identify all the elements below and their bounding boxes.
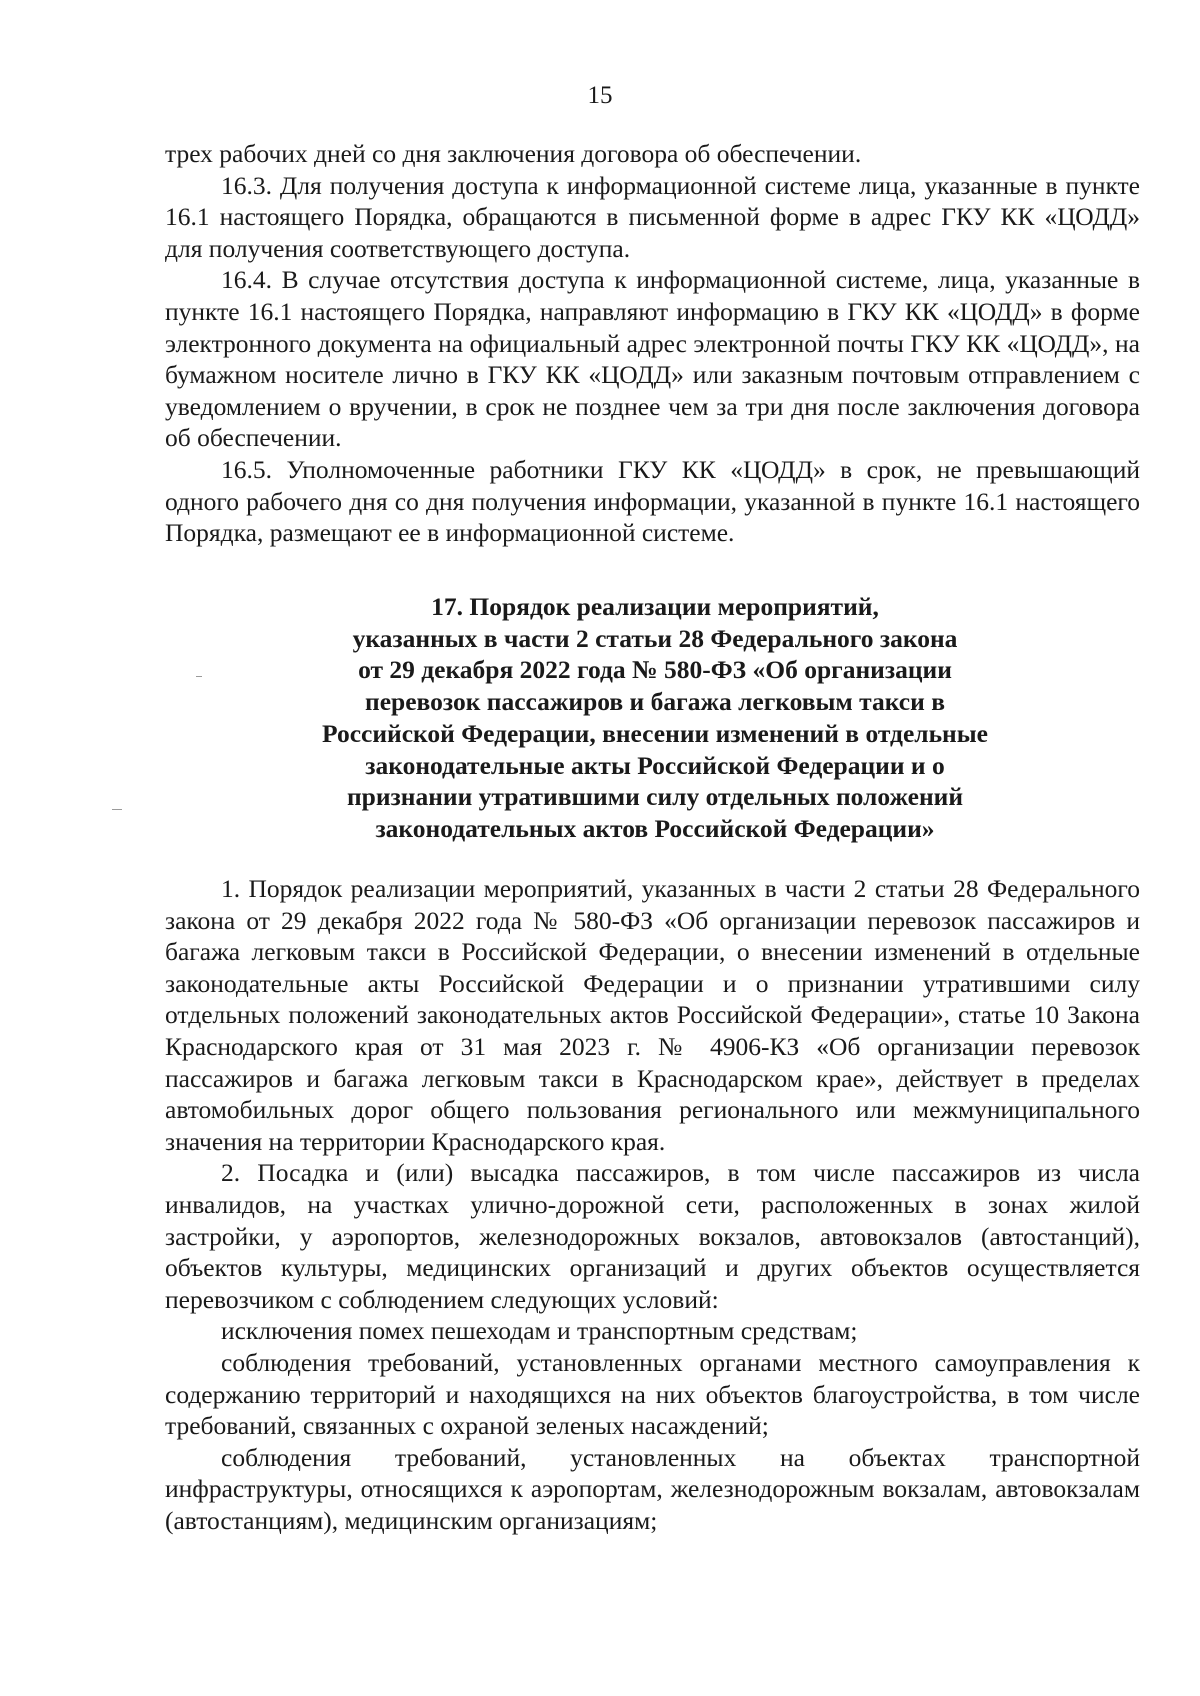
top-text-block [165, 138, 1140, 549]
heading-line: перевозок пассажиров и багажа легковым такси в [365, 687, 945, 717]
paragraph-16-4: 16.4. В случае отсутствия доступа к информационной системе, лица, указанные в пункте 16.1 настоящего Порядка, направляют информацию в ГКУ КК «ЦОДД» в форме электронного документа на официальный адрес электронной почты ГКУ КК «ЦОДД», на бумажном носителе лично в ГКУ КК «ЦОДД» или заказным почтовым отправлением с уведомлением о вручении, в срок не позднее чем за три дня после заключения договора об обеспечении. [165, 265, 1140, 453]
page-number: 15 [587, 82, 613, 109]
list-item-condition-3: соблюдения требований, установленных на объектах транспортной инфраструктуры, относящихся к аэропортам, железнодорожным вокзалам, автовокзалам (автостанциям), медицинским организациям; [165, 1442, 1140, 1535]
scan-speck [196, 676, 202, 677]
section-17-heading [230, 591, 1080, 845]
heading-line: указанных в части 2 статьи 28 Федерального закона [352, 623, 958, 653]
paragraph-16-3: 16.3. Для получения доступа к информационной системе лица, указанные в пункте 16.1 настоящего Порядка, обращаются в письменной форме в адрес ГКУ КК «ЦОДД» для получения соответствующего доступа. [165, 170, 1140, 263]
heading-line: 17. Порядок реализации мероприятий, [431, 592, 879, 621]
heading-line: законодательных актов Российской Федерации» [375, 813, 935, 843]
heading-line: от 29 декабря 2022 года № 580-ФЗ «Об организации [358, 655, 952, 685]
paragraph-17-2: 2. Посадка и (или) высадка пассажиров, в том числе пассажиров из числа инвалидов, на участках улично-дорожной сети, расположенных в зонах жилой застройки, у аэропортов, железнодорожных вокзалов, автовокзалов (автостанций), объектов культуры, медицинских организаций и других объектов осуществляется перевозчиком с соблюдением следующих условий: [165, 1158, 1140, 1314]
paragraph-17-1: 1. Порядок реализации мероприятий, указанных в части 2 статьи 28 Федерального закона от 29 декабря 2022 года № 580-ФЗ «Об организации перевозок пассажиров и багажа легковым такси в Российской Федерации, о внесении изменений в отдельные законодательные акты Российской Федерации и о признании утратившими силу отдельных положений законодательных актов Российской Федерации», статье 10 Закона Краснодарского края от 31 мая 2023 г. № 4906-КЗ «Об организации перевозок пассажиров и багажа легковым такси в Краснодарском крае», действует в пределах автомобильных дорог общего пользования регионального или межмуниципального значения на территории Краснодарского края. [165, 874, 1140, 1156]
heading-line: Российской Федерации, внесении изменений в отдельные [322, 718, 988, 748]
list-item-condition-1: исключения помех пешеходам и транспортным средствам; [221, 1316, 858, 1346]
list-item-condition-2: соблюдения требований, установленных органами местного самоуправления к содержанию территорий и находящихся на них объектов благоустройства, в том числе требований, связанных с охраной зеленых насаждений; [165, 1347, 1140, 1441]
paragraph-continuation: трех рабочих дней со дня заключения договора об обеспечении. [165, 139, 862, 168]
section-17-body [165, 873, 1140, 1536]
scan-speck [112, 809, 122, 810]
heading-line: признании утратившими силу отдельных положений [346, 782, 964, 812]
paragraph-16-5: 16.5. Уполномоченные работники ГКУ КК «ЦОДД» в срок, не превышающий одного рабочего дня со дня получения информации, указанной в пункте 16.1 настоящего Порядка, размещают ее в информационной системе. [165, 454, 1140, 548]
heading-line: законодательные акты Российской Федерации и о [365, 750, 945, 780]
